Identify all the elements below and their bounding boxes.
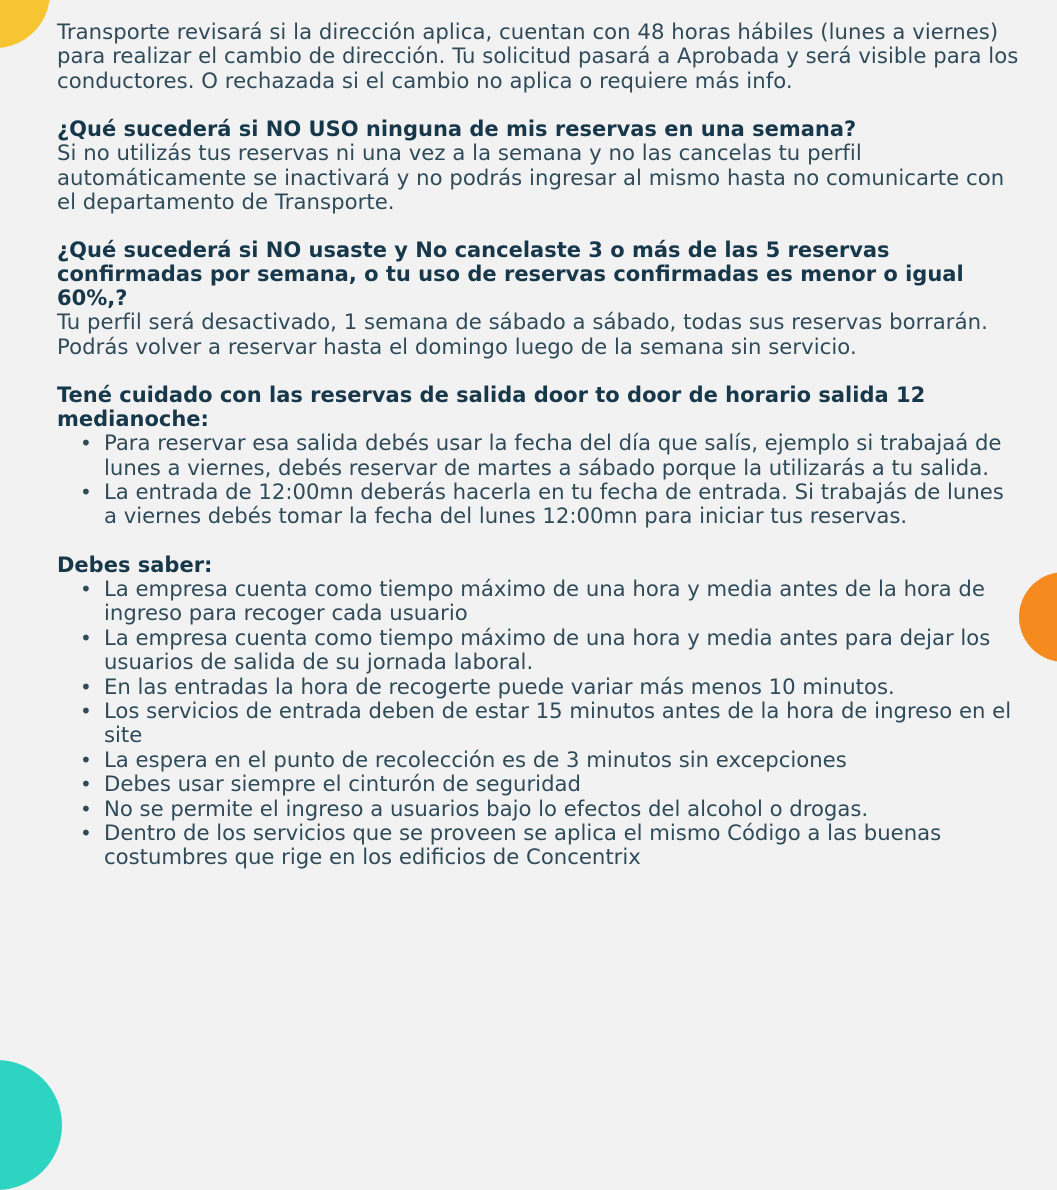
bullet-icon: • (80, 698, 92, 723)
list-item-text: La entrada de 12:00mn deberás hacerla en tu fecha de entrada. Si trabajás de lunes a viernes debés tomar la fecha del lunes 12:00mn para iniciar tus reservas. (104, 479, 1004, 529)
bullet-icon: • (80, 772, 92, 797)
list-item-text: La espera en el punto de recolección es de 3 minutos sin excepciones (104, 746, 847, 772)
paragraph-no-cancelaste: Tu perfil será desactivado, 1 semana de sábado a sábado, todas sus reservas borrarán. Podrás volver a reservar hasta el domingo luego de la semana sin servicio. (57, 309, 988, 359)
list-item-text: Debes usar siempre el cinturón de seguridad (104, 771, 581, 797)
list-item-text: En las entradas la hora de recogerte puede variar más menos 10 minutos. (104, 673, 895, 699)
list-item (57, 821, 1022, 870)
list-item-text: La empresa cuenta como tiempo máximo de una hora y media antes de la hora de ingreso para recoger cada usuario (104, 575, 985, 626)
list-door-to-door (57, 431, 1022, 529)
paragraph-no-uso: Si no utilizás tus reservas ni una vez a la semana y no las cancelas tu perfil automáticamente se inactivará y no podrás ingresar al mismo hasta no comunicarte con el departamento de Transporte. (57, 140, 1005, 215)
list-debes-saber (57, 577, 1022, 870)
list-item (57, 797, 1022, 821)
list-item-text: Los servicios de entrada deben de estar 15 minutos antes de la hora de ingreso en el site (104, 697, 1012, 748)
bullet-icon: • (80, 796, 92, 821)
bullet-icon: • (80, 480, 92, 505)
list-item (57, 772, 1022, 796)
bullet-icon: • (80, 576, 92, 601)
heading-no-uso: ¿Qué sucederá si NO USO ninguna de mis reservas en una semana? (57, 117, 857, 142)
list-item (57, 577, 1022, 626)
list-item (57, 431, 1022, 480)
list-item (57, 748, 1022, 772)
list-item (57, 675, 1022, 699)
list-item-text: Dentro de los servicios que se proveen se aplica el mismo Código a las buenas costumbres que rige en los edificios de Concentrix (104, 819, 942, 870)
list-item (57, 626, 1022, 675)
decorative-teal-circle (0, 1060, 62, 1190)
bullet-icon: • (80, 431, 92, 456)
heading-debes-saber: Debes saber: (57, 552, 213, 577)
heading-door-to-door: Tené cuidado con las reservas de salida door to door de horario salida 12 medianoche: (57, 383, 926, 432)
intro-paragraph: Transporte revisará si la dirección aplica, cuentan con 48 horas hábiles (lunes a viernes) para realizar el cambio de dirección. Tu solicitud pasará a Aprobada y será visible para los conductores. O rechazada si el cambio no aplica o requiere más info. (57, 19, 1019, 93)
heading-no-cancelaste: ¿Qué sucederá si NO usaste y No cancelaste 3 o más de las 5 reservas confirmadas por semana, o tu uso de reservas confirmadas es menor o igual 60%,? (57, 238, 964, 311)
list-item (57, 699, 1022, 748)
bullet-icon: • (80, 625, 92, 650)
list-item-text: La empresa cuenta como tiempo máximo de una hora y media antes para dejar los usuarios de salida de su jornada laboral. (104, 624, 991, 675)
list-item (57, 480, 1022, 529)
list-item-text: Para reservar esa salida debés usar la fecha del día que salís, ejemplo si trabajaá de lunes a viernes, debés reservar de martes a sábado porque la utilizarás a tu salida. (104, 430, 1002, 480)
bullet-icon: • (80, 747, 92, 772)
faq-document (57, 20, 1022, 870)
bullet-icon: • (80, 674, 92, 699)
decorative-yellow-circle (0, 0, 50, 48)
decorative-orange-circle (1019, 572, 1057, 662)
list-item-text: No se permite el ingreso a usuarios bajo lo efectos del alcohol o drogas. (104, 795, 869, 821)
bullet-icon: • (80, 820, 92, 845)
